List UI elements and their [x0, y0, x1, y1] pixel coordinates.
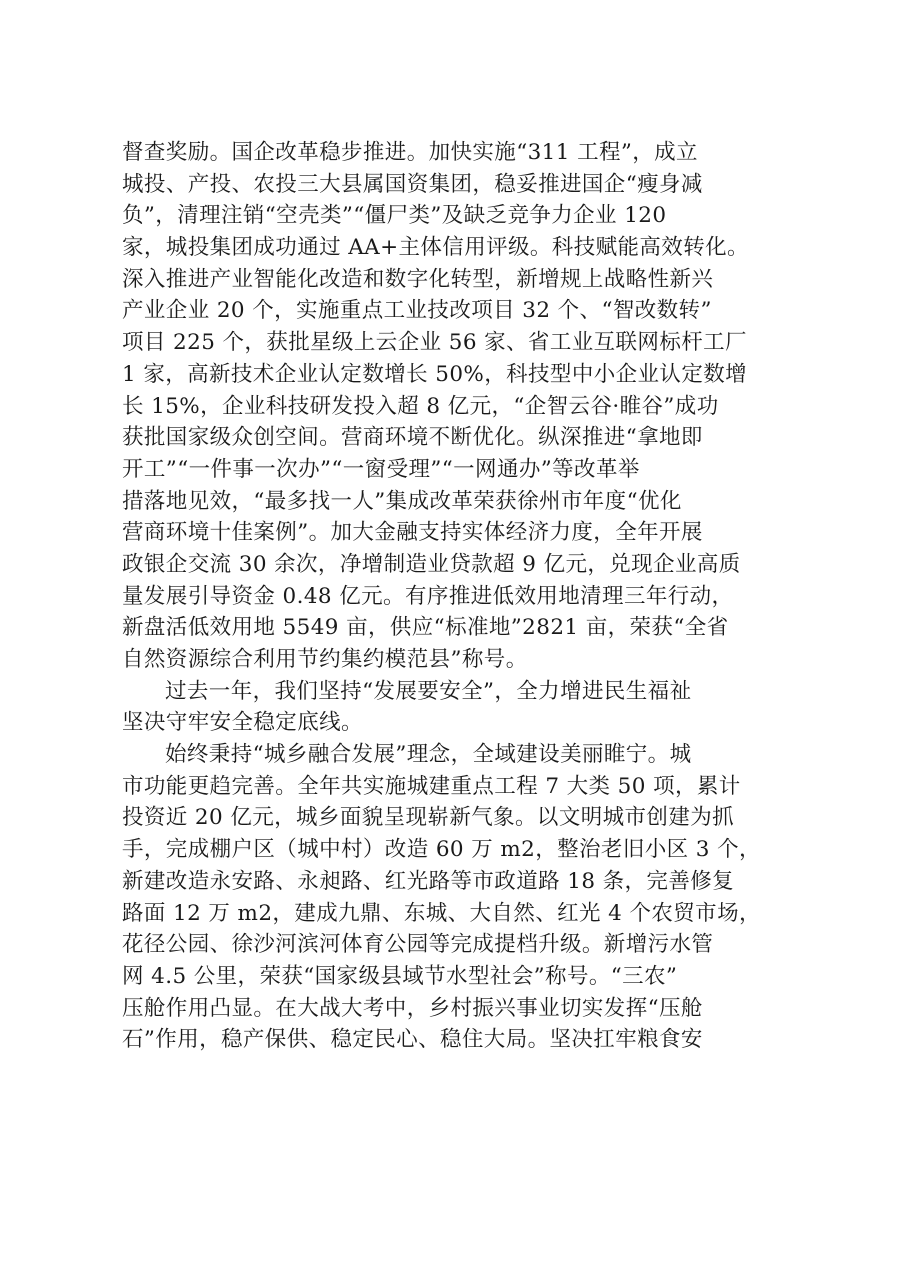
text-line: 获批国家级众创空间。营商环境不断优化。纵深推进“拿地即 — [122, 425, 703, 451]
text-line: 负”，清理注销“空壳类”“僵尸类”及缺乏竞争力企业 120 — [122, 203, 667, 229]
text-line: 坚决守牢安全稳定底线。 — [122, 710, 363, 736]
text-line: 压舱作用凸显。在大战大考中，乡村振兴事业切实发挥“压舱 — [122, 995, 703, 1021]
paragraph-start-line: 过去一年，我们坚持“发展要安全”，全力增进民生福祉 — [165, 678, 692, 704]
text-line: 自然资源综合利用节约集约模范县”称号。 — [122, 647, 528, 672]
text-line: 新盘活低效用地 5549 亩，供应“标准地”2821 亩，荣获“全省 — [122, 615, 729, 641]
text-line: 路面 12 万 m2，建成九鼎、东城、大自然、红光 4 个农贸市场， — [122, 900, 761, 926]
text-line: 量发展引导资金 0.48 亿元。有序推进低效用地清理三年行动， — [122, 583, 734, 609]
text-line: 城投、产投、农投三大县属国资集团，稳妥推进国企“瘦身减 — [122, 171, 703, 197]
text-line: 投资近 20 亿元，城乡面貌呈现崭新气象。以文明城市创建为抓 — [122, 805, 735, 831]
text-line: 花径公园、徐沙河滨河体育公园等完成提档升级。新增污水管 — [122, 932, 714, 958]
text-line: 1 家，高新技术企业认定数增长 50%，科技型中小企业认定数增 — [122, 361, 748, 387]
text-line: 石”作用，稳产保供、稳定民心、稳住大局。坚决扛牢粮食安 — [122, 1027, 703, 1053]
text-line: 督查奖励。国企改革稳步推进。加快实施“311 工程”，成立 — [122, 140, 698, 165]
text-line: 项目 225 个，获批星级上云企业 56 家、省工业互联网标杆工厂 — [122, 330, 747, 356]
text-line: 网 4.5 公里，荣获“国家级县域节水型社会”称号。“三农” — [122, 963, 678, 989]
text-line: 手，完成棚户区（城中村）改造 60 万 m2，整治老旧小区 3 个， — [122, 837, 761, 863]
body-text — [122, 137, 802, 1056]
text-line: 家，城投集团成功通过 AA+主体信用评级。科技赋能高效转化。 — [122, 235, 749, 261]
text-line: 营商环境十佳案例”。加大金融支持实体经济力度，全年开展 — [122, 520, 703, 546]
text-line: 开工”“一件事一次办”“一窗受理”“一网通办”等改革举 — [122, 456, 640, 482]
text-line: 产业企业 20 个，实施重点工业技改项目 32 个、“智改数转” — [122, 298, 712, 324]
text-line: 政银企交流 30 余次，净增制造业贷款超 9 亿元，兑现企业高质 — [122, 551, 741, 577]
text-line: 深入推进产业智能化改造和数字化转型，新增规上战略性新兴 — [122, 266, 714, 292]
text-line: 措落地见效，“最多找一人”集成改革荣获徐州市年度“优化 — [122, 488, 682, 514]
text-line: 市功能更趋完善。全年共实施城建重点工程 7 大类 50 项，累计 — [122, 773, 741, 799]
text-line: 长 15%，企业科技研发投入超 8 亿元，“企智云谷·睢谷”成功 — [122, 393, 719, 419]
paragraph-start-line: 始终秉持“城乡融合发展”理念，全域建设美丽睢宁。城 — [165, 742, 692, 768]
text-line: 新建改造永安路、永昶路、红光路等市政道路 18 条，完善修复 — [122, 868, 735, 894]
